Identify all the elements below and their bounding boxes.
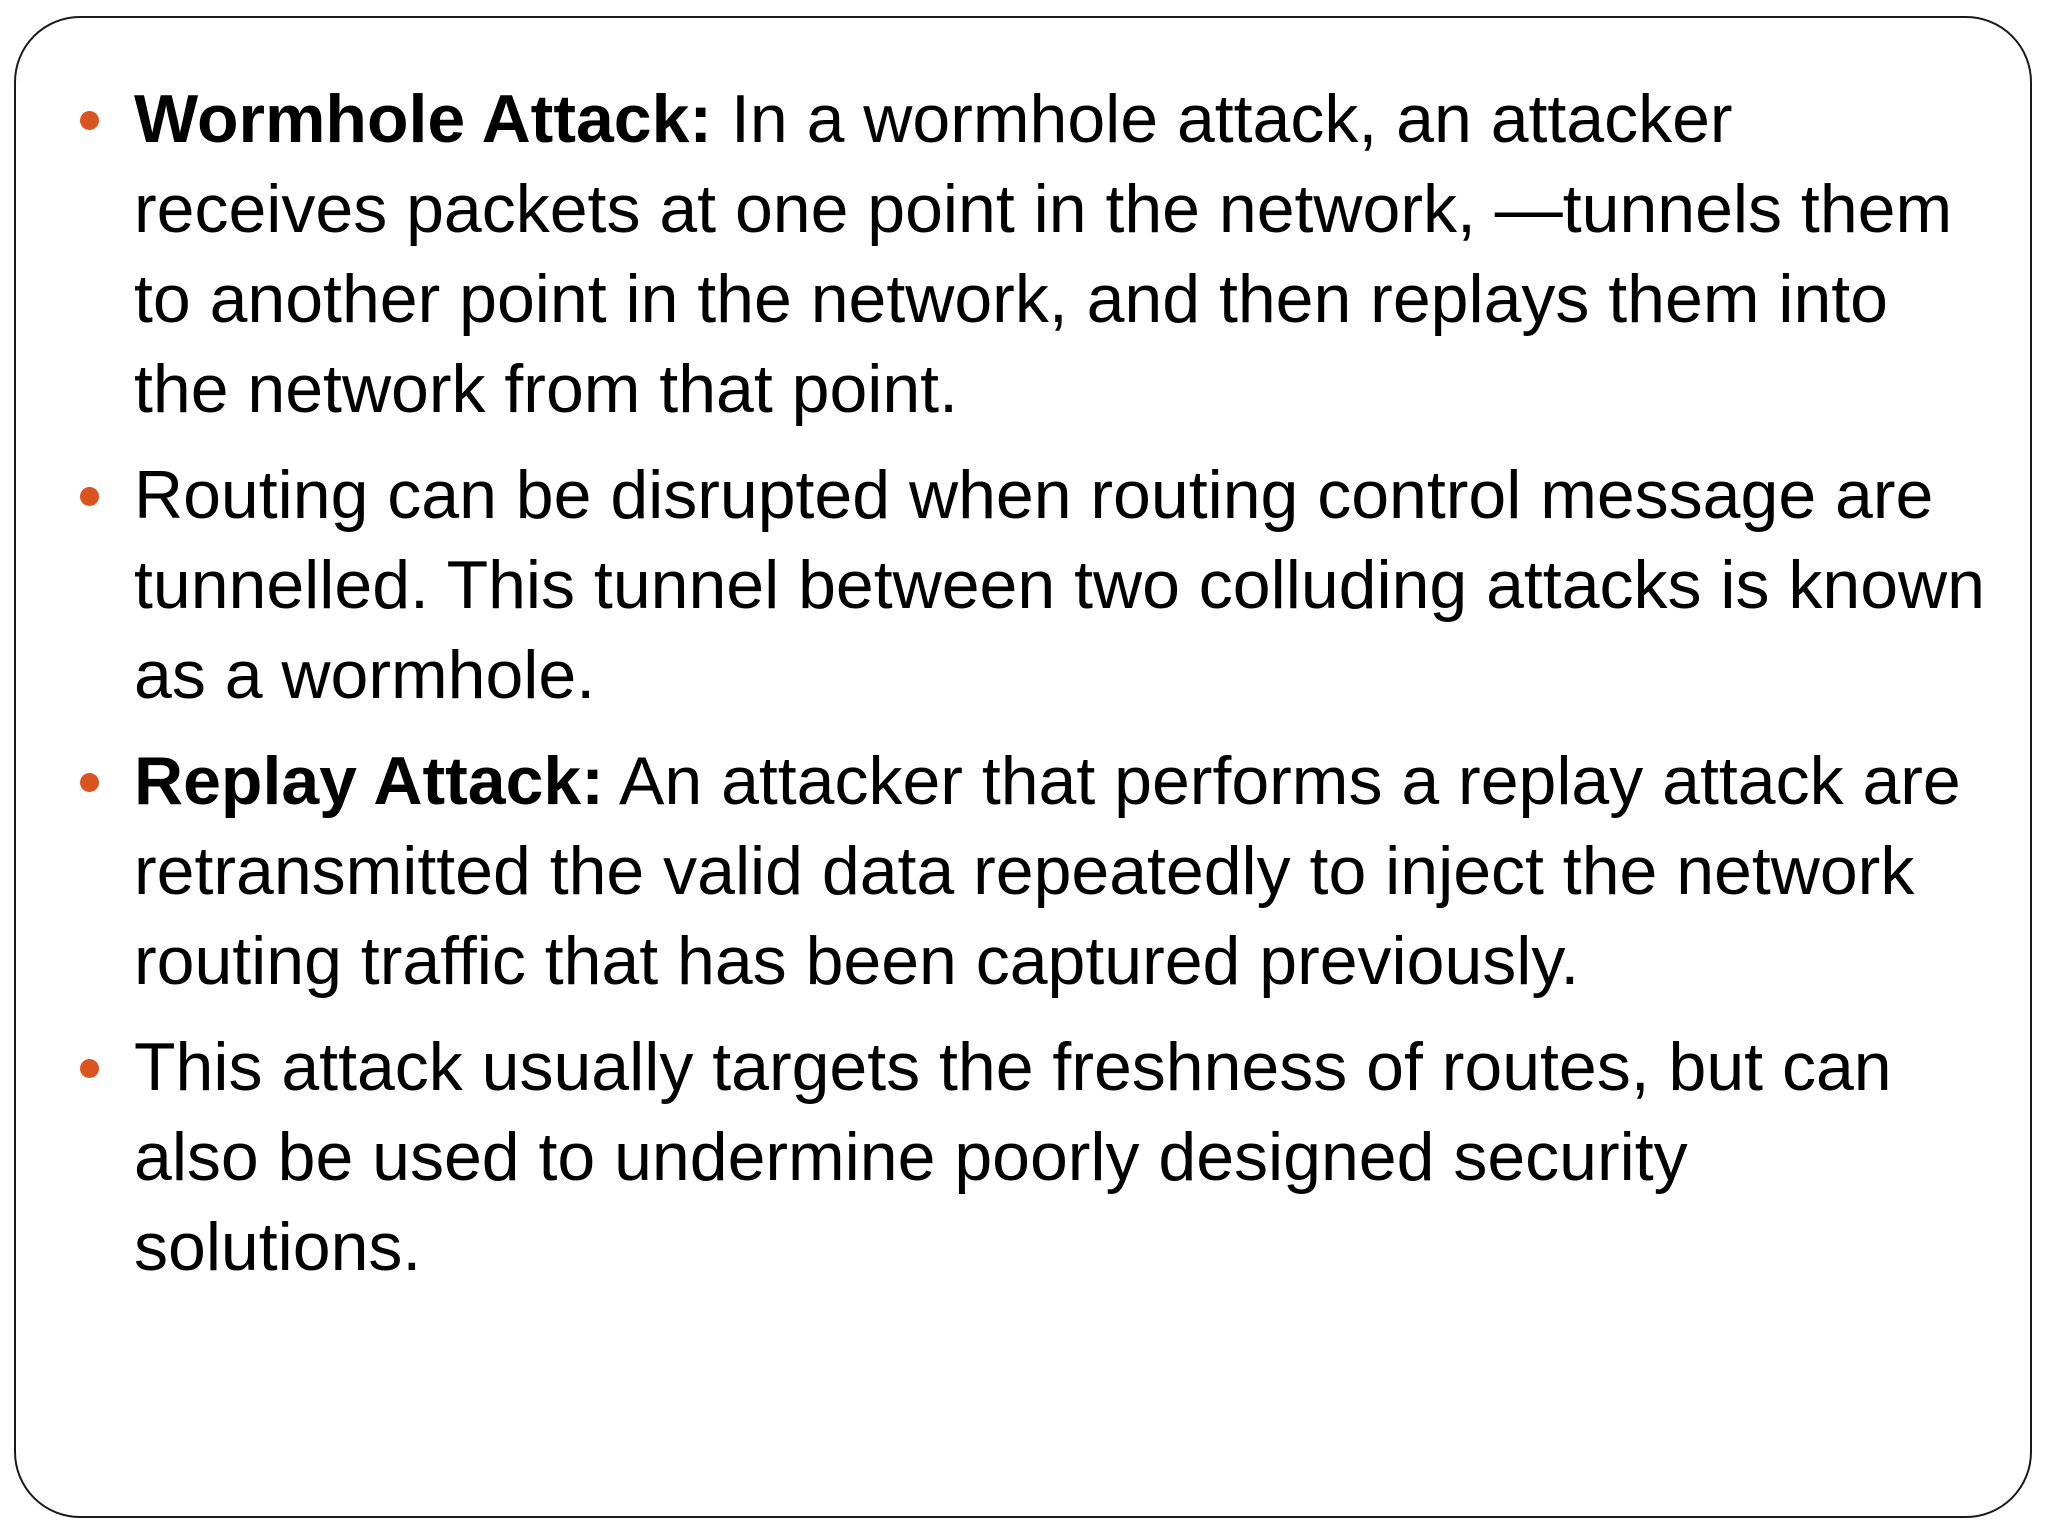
bullet-dot-icon: [80, 111, 99, 130]
bullet-term: Wormhole Attack:: [134, 81, 713, 157]
bullet-route-freshness: [16, 1022, 2006, 1292]
bullet-text: An attacker that performs a replay attack are retransmitted the valid data repeatedly to inject the network routing traffic that has been captured previously.: [134, 743, 1961, 999]
bullet-text: This attack usually targets the freshness of routes, but can also be used to undermine poorly designed security solutions.: [134, 1029, 1892, 1285]
bullet-wormhole-attack: [16, 74, 2006, 434]
bullet-text: Routing can be disrupted when routing control message are tunnelled. This tunnel between two colluding attacks is known as a wormhole.: [134, 457, 1985, 713]
bullet-replay-attack: [16, 736, 2006, 1006]
bullet-term: Replay Attack:: [134, 743, 604, 819]
bullet-dot-icon: [80, 773, 99, 792]
bullet-dot-icon: [80, 1059, 99, 1078]
bullet-dot-icon: [80, 487, 99, 506]
bullet-routing-disruption: [16, 450, 2006, 720]
slide: [14, 16, 2032, 1518]
bullet-text: In a wormhole attack, an attacker receives packets at one point in the network, —tunnels them to another point in the network, and then replays them into the network from that point.: [134, 81, 1953, 427]
bullet-list: [16, 74, 2006, 1308]
